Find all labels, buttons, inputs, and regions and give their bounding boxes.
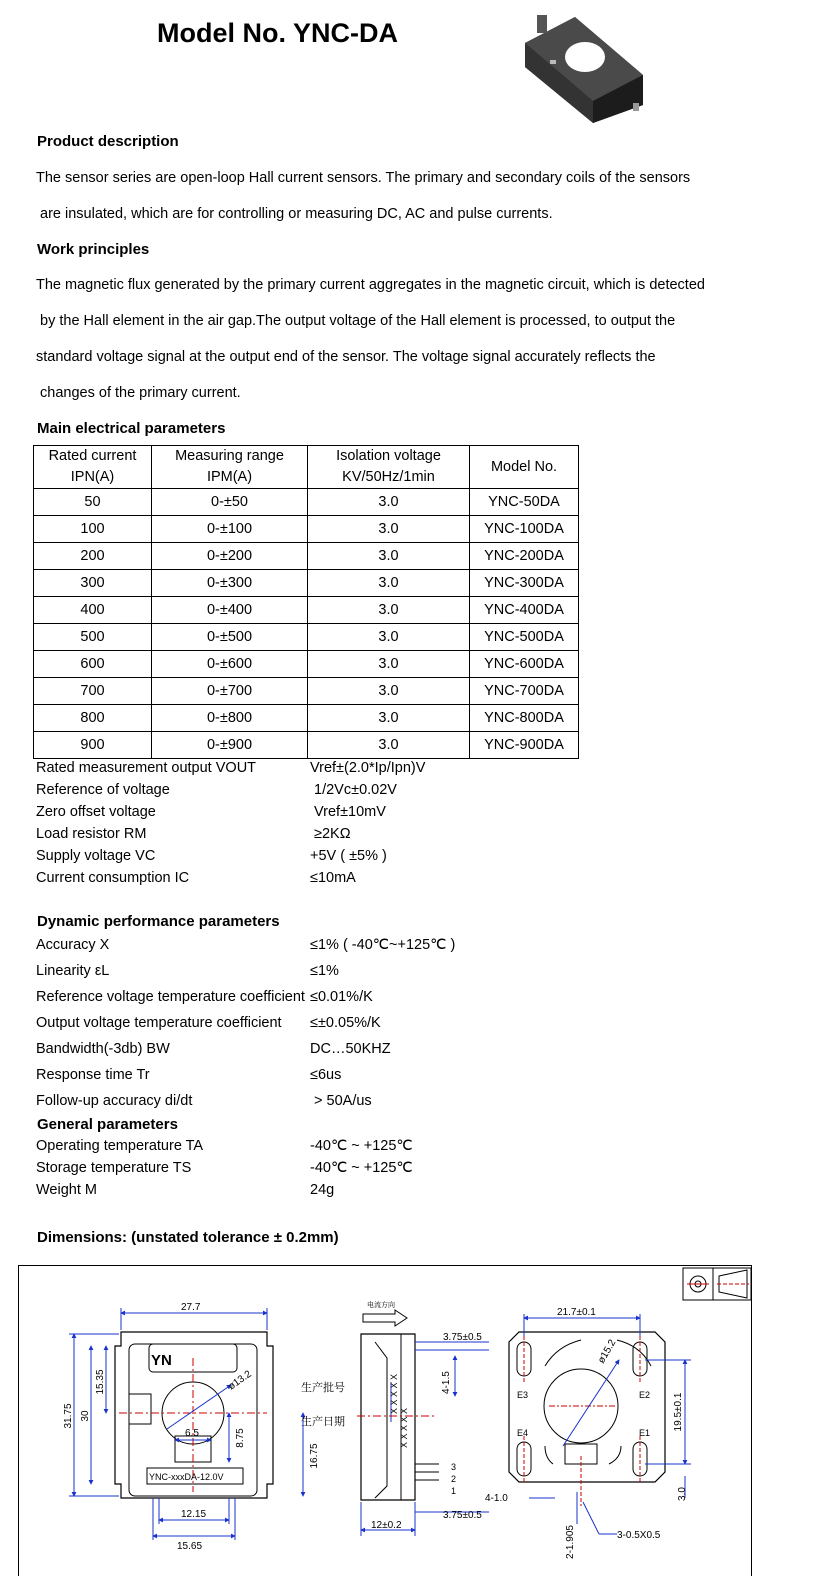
table-cell: YNC-300DA (470, 570, 579, 597)
param-row (36, 826, 351, 842)
param-name: Rated measurement output VOUT (36, 760, 257, 776)
pin-1: 1 (451, 1486, 457, 1496)
param-row (36, 1093, 372, 1109)
param-name: Load resistor RM (36, 826, 147, 842)
table-cell: 600 (34, 651, 152, 678)
projection-symbol (683, 1268, 751, 1300)
table-cell: YNC-800DA (470, 705, 579, 732)
dim-3-75-bottom: 3.75±0.5 (443, 1510, 482, 1521)
param-name: Accuracy X (36, 937, 110, 953)
param-value: ≤0.01%/K (310, 989, 373, 1005)
param-name: Bandwidth(-3db) BW (36, 1041, 170, 1057)
table-cell: 0-±700 (152, 678, 308, 705)
pin-3: 3 (451, 1462, 457, 1472)
param-name: Zero offset voltage (36, 804, 156, 820)
front-dimension-lines (69, 1308, 303, 1540)
bottom-view (509, 1332, 665, 1506)
table-cell: 800 (34, 705, 152, 732)
table-cell: 0-±600 (152, 651, 308, 678)
param-value: ≤1% (310, 963, 339, 979)
table-cell: 3.0 (308, 489, 470, 516)
param-row (36, 963, 339, 979)
param-name: Linearity εL (36, 963, 110, 979)
main-electrical-heading: Main electrical parameters (37, 420, 226, 437)
table-header-row (34, 446, 579, 489)
dimension-drawing-svg (19, 1266, 751, 1576)
front-logo: YN (151, 1352, 172, 1369)
table-row (34, 543, 579, 570)
param-row (36, 848, 387, 864)
front-label: YNC-xxxDA-12.0V (149, 1472, 224, 1482)
param-name: Storage temperature TS (36, 1160, 192, 1176)
table-cell: 0-±800 (152, 705, 308, 732)
table-cell: 3.0 (308, 543, 470, 570)
dim-6-5: 6.5 (185, 1428, 199, 1439)
param-row (36, 1067, 342, 1083)
param-row (36, 1182, 335, 1198)
column-header (308, 446, 470, 489)
table-row (34, 705, 579, 732)
param-row (36, 937, 456, 953)
work-principles-line-1: The magnetic flux generated by the primary current aggregates in the magnetic circuit, which is detected (36, 277, 705, 293)
table-row (34, 732, 579, 759)
work-principles-line-4: changes of the primary current. (36, 385, 241, 401)
column-header-line: Model No. (490, 458, 558, 475)
column-header (152, 446, 308, 489)
general-heading: General parameters (37, 1116, 178, 1133)
table-cell: 0-±200 (152, 543, 308, 570)
table-row (34, 624, 579, 651)
dim-3-75-top: 3.75±0.5 (443, 1332, 482, 1343)
dim-12: 12±0.2 (371, 1520, 402, 1531)
column-header-line: Isolation voltage (336, 448, 441, 464)
dim-dia-15-2: ø15.2 (596, 1337, 619, 1366)
column-header (34, 446, 152, 489)
column-header-line: Rated current (48, 448, 137, 464)
table-cell: 100 (34, 516, 152, 543)
product-photo (515, 5, 650, 125)
param-value: ≤1% ( -40℃~+125℃ ) (310, 937, 456, 953)
side-marks: X X X X X (389, 1373, 399, 1415)
dim-30: 30 (80, 1410, 91, 1422)
param-value: 24g (310, 1182, 335, 1198)
param-value: > 50A/us (310, 1093, 372, 1109)
slot-spec: 3-0.5X0.5 (617, 1530, 661, 1541)
batch-number-label: 生产批号 (301, 1382, 345, 1394)
param-row (36, 1015, 381, 1031)
parameters-table (33, 445, 579, 759)
work-principles-heading: Work principles (37, 241, 150, 258)
dim-8-75: 8.75 (235, 1428, 246, 1448)
table-row (34, 597, 579, 624)
table-cell: 400 (34, 597, 152, 624)
table-cell: 3.0 (308, 651, 470, 678)
table-cell: 200 (34, 543, 152, 570)
param-row (36, 782, 397, 798)
column-header-line: Measuring range (175, 448, 284, 464)
work-principles-line-2: by the Hall element in the air gap.The output voltage of the Hall element is processed, to output the (36, 313, 676, 329)
table-cell: YNC-50DA (470, 489, 579, 516)
param-value: 1/2Vc±0.02V (310, 782, 397, 798)
param-row (36, 1138, 413, 1154)
param-row (36, 1160, 413, 1176)
table-row (34, 489, 579, 516)
product-description-line-2: are insulated, which are for controlling or measuring DC, AC and pulse currents. (36, 206, 553, 222)
param-value: -40℃ ~ +125℃ (310, 1138, 413, 1154)
param-row (36, 870, 356, 886)
table-cell: 700 (34, 678, 152, 705)
param-value: ≤±0.05%/K (310, 1015, 381, 1031)
dim-4-1-0: 4-1.0 (485, 1493, 508, 1504)
table-cell: 0-±300 (152, 570, 308, 597)
side-dimension-lines (361, 1342, 489, 1536)
param-row (36, 804, 386, 820)
table-row (34, 678, 579, 705)
dim-19-5: 19.5±0.1 (673, 1392, 684, 1432)
param-row (36, 1041, 391, 1057)
table-cell: YNC-400DA (470, 597, 579, 624)
param-row (36, 760, 426, 776)
param-value: Vref±(2.0*Ip/Ipn)V (310, 760, 426, 776)
table-cell: 0-±100 (152, 516, 308, 543)
param-name: Supply voltage VC (36, 848, 156, 864)
param-name: Weight M (36, 1182, 97, 1198)
dim-31-75: 31.75 (63, 1403, 74, 1429)
dim-3-0: 3.0 (677, 1487, 688, 1501)
table-cell: 3.0 (308, 732, 470, 759)
table-cell: YNC-900DA (470, 732, 579, 759)
table-cell: 3.0 (308, 516, 470, 543)
table-row (34, 516, 579, 543)
dimensions-heading: Dimensions: (unstated tolerance ± 0.2mm) (37, 1229, 339, 1246)
pin-2: 2 (451, 1474, 457, 1484)
param-name: Output voltage temperature coefficient (36, 1015, 282, 1031)
table-cell: 3.0 (308, 570, 470, 597)
param-value: -40℃ ~ +125℃ (310, 1160, 413, 1176)
flow-direction-label: 电流方向 (367, 1302, 395, 1309)
table-cell: 3.0 (308, 597, 470, 624)
column-header-line: IPN(A) (70, 469, 115, 485)
table-cell: 3.0 (308, 624, 470, 651)
param-row (36, 989, 373, 1005)
dim-dia-13-2: ø13.2 (226, 1368, 254, 1393)
pad-e2: E2 (639, 1390, 651, 1400)
table-cell: 500 (34, 624, 152, 651)
table-cell: YNC-600DA (470, 651, 579, 678)
param-name: Follow-up accuracy di/dt (36, 1093, 193, 1109)
dim-2-1-905: 2-1.905 (565, 1525, 576, 1559)
work-principles-line-3: standard voltage signal at the output end of the sensor. The voltage signal accurately reflects the (36, 349, 656, 365)
side-marks-2: X X X X X (399, 1407, 409, 1449)
param-name: Current consumption IC (36, 870, 190, 886)
pad-e3: E3 (517, 1390, 529, 1400)
dim-27-7: 27.7 (181, 1302, 201, 1313)
param-value: Vref±10mV (310, 804, 386, 820)
dim-15-65: 15.65 (177, 1541, 203, 1552)
product-description-heading: Product description (37, 133, 179, 150)
table-cell: 3.0 (308, 678, 470, 705)
pad-e4: E4 (517, 1428, 529, 1438)
dim-4-1-5: 4-1.5 (441, 1371, 452, 1394)
table-cell: YNC-700DA (470, 678, 579, 705)
table-cell: 0-±400 (152, 597, 308, 624)
dynamic-heading: Dynamic performance parameters (37, 913, 280, 930)
dim-16-75: 16.75 (309, 1443, 320, 1469)
table-row (34, 651, 579, 678)
param-value: ≤6us (310, 1067, 342, 1083)
column-header-line: KV/50Hz/1min (342, 469, 435, 485)
dim-12-15: 12.15 (181, 1509, 207, 1520)
column-header-line: IPM(A) (206, 469, 253, 485)
table-cell: 300 (34, 570, 152, 597)
dim-21-7: 21.7±0.1 (557, 1307, 596, 1318)
param-name: Response time Tr (36, 1067, 150, 1083)
param-value: ≥2KΩ (310, 826, 351, 842)
table-cell: 0-±500 (152, 624, 308, 651)
dim-15-35: 15.35 (95, 1369, 106, 1395)
product-description-line-1: The sensor series are open-loop Hall current sensors. The primary and secondary coils of the sensors (36, 170, 691, 186)
table-cell: 900 (34, 732, 152, 759)
param-value: DC…50KHZ (310, 1041, 391, 1057)
table-cell: YNC-200DA (470, 543, 579, 570)
production-date-label: 生产日期 (301, 1416, 345, 1428)
param-name: Reference voltage temperature coefficient (36, 989, 305, 1005)
param-name: Operating temperature TA (36, 1138, 204, 1154)
param-value: ≤10mA (310, 870, 356, 886)
dimension-drawing (18, 1265, 752, 1576)
param-name: Reference of voltage (36, 782, 170, 798)
table-cell: 0-±900 (152, 732, 308, 759)
param-value: +5V ( ±5% ) (310, 848, 387, 864)
page-title: Model No. YNC-DA (157, 18, 398, 48)
table-cell: 50 (34, 489, 152, 516)
table-row (34, 570, 579, 597)
table-cell: YNC-500DA (470, 624, 579, 651)
pad-e1: E1 (639, 1428, 651, 1438)
table-cell: YNC-100DA (470, 516, 579, 543)
column-header (470, 446, 579, 489)
table-cell: 0-±50 (152, 489, 308, 516)
table-cell: 3.0 (308, 705, 470, 732)
